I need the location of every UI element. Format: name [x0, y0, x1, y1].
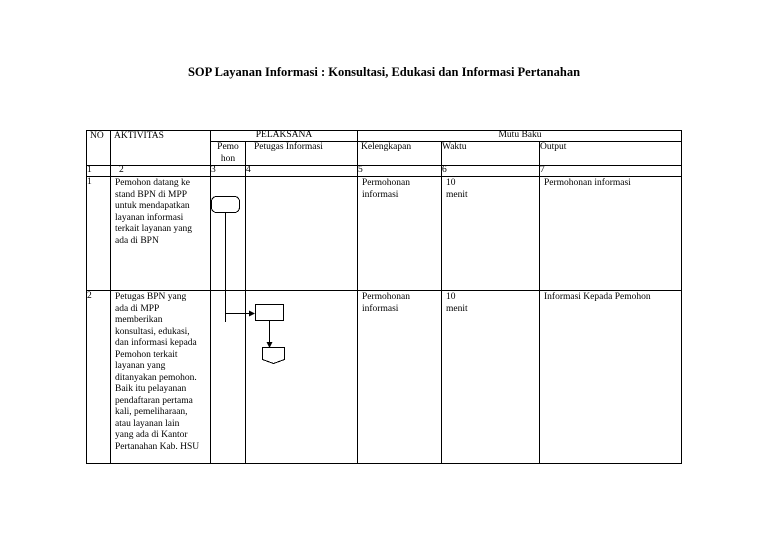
header-pelaksana: PELAKSANA: [255, 130, 313, 140]
col-number-2: 2: [119, 165, 124, 175]
col-number-7: 7: [540, 165, 545, 175]
row1-kelengkapan: Permohonan informasi: [362, 178, 411, 200]
offpage-connector-shape: [263, 348, 285, 364]
header-kelengkapan: Kelengkapan: [361, 142, 412, 152]
col-number-1: 1: [87, 165, 92, 175]
header-mutu-baku: Mutu Baku: [498, 130, 542, 140]
row1-waktu: 10 menit: [446, 178, 468, 200]
start-terminator-shape: [212, 197, 240, 213]
process-box-shape: [256, 305, 284, 321]
row1-output: Permohonan informasi: [544, 178, 631, 188]
col-number-4: 4: [246, 165, 251, 175]
header-pemohon: Pemo hon: [217, 142, 239, 164]
col-number-3: 3: [211, 165, 216, 175]
col-number-5: 5: [358, 165, 363, 175]
row2-kelengkapan: Permohonan informasi: [362, 292, 411, 314]
arrow-right-icon: [249, 311, 255, 317]
header-petugas-informasi: Petugas Informasi: [254, 142, 323, 152]
header-aktivitas: AKTIVITAS: [114, 131, 164, 141]
header-output: Output: [540, 142, 567, 152]
row2-aktivitas: Petugas BPN yang ada di MPP memberikan konsultasi, edukasi, dan informasi kepada Pemohon terkait layanan yang ditanyakan pemohon. Baik itu pelayanan pendaftaran pertama kali, pemeliharaan, atau layanan lain yang ada di Kantor Pertanahan Kab. HSU: [115, 292, 200, 452]
header-no: NO: [90, 131, 104, 141]
page-title: SOP Layanan Informasi : Konsultasi, Edukasi dan Informasi Pertanahan: [187, 65, 581, 79]
row1-no: 1: [87, 177, 92, 187]
row2-output: Informasi Kepada Pemohon: [544, 292, 651, 302]
row2-waktu: 10 menit: [446, 292, 468, 314]
row2-no: 2: [87, 291, 92, 301]
row1-aktivitas: Pemohon datang ke stand BPN di MPP untuk mendapatkan layanan informasi terkait layanan yang ada di BPN: [115, 178, 193, 246]
header-waktu: Waktu: [442, 142, 467, 152]
col-number-6: 6: [442, 165, 447, 175]
